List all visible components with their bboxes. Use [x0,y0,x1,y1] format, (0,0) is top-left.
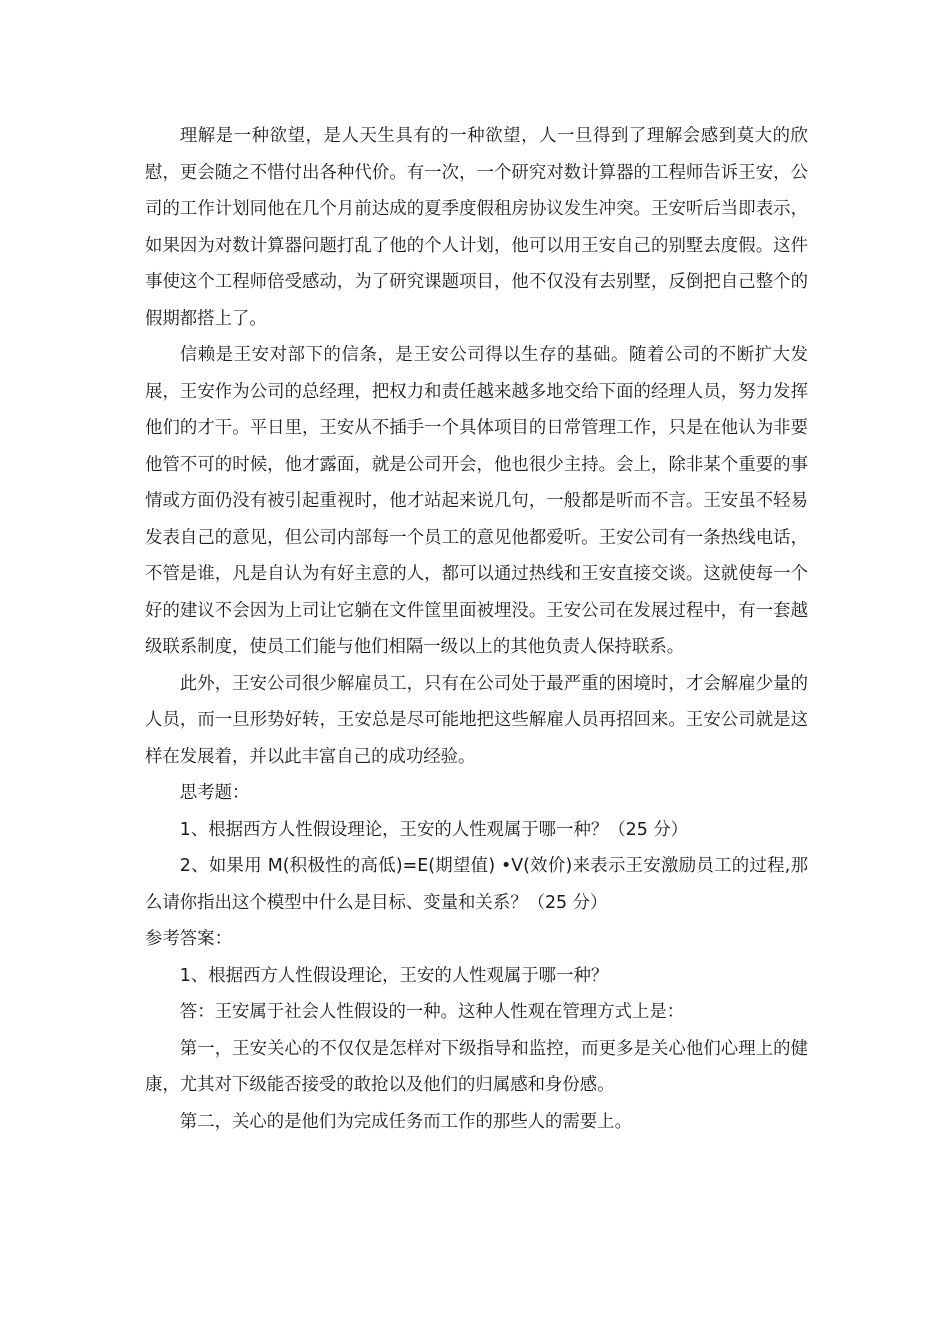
answer-1-question: 1、根据西方人性假设理论，王安的人性观属于哪一种？ [179,965,609,986]
paragraph-trust: 信赖是王安对部下的信条，是王安公司得以生存的基础。随着公司的不断扩大发展，王安作为公司的总经理，把权力和责任越来越多地交给下面的经理人员，努力发挥他们的才干。平日里，王安从不插手一个具体项目的日常管理工作，只是在他认为非要他管不可的时候，他才露面，就是公司开会，他也很少主持。会上，除非某个重要的事情或方面仍没有被引起重视时，他才站起来说几句，一般都是听而不言。王安虽不轻易发表自己的意见，但公司内部每一个员工的意见他都爱听。王安公司有一条热线电话，不管是谁，凡是自认为有好主意的人，都可以通过热线和王安直接交谈。这就使每一个好的建议不会因为上司让它躺在文件筐里面被埋没。王安公司在发展过程中，有一套越级联系制度，使员工们能与他们相隔一级以上的其他负责人保持联系。 [145,345,808,657]
answer-1-point-1: 第一，王安关心的不仅仅是怎样对下级指导和监控，而更多是关心他们心理上的健康，尤其对下级能否接受的敢抢以及他们的归属感和身份感。 [145,1038,808,1095]
heading-questions: 思考题： [179,783,250,803]
paragraph-understanding: 理解是一种欲望，是人天生具有的一种欲望，人一旦得到了理解会感到莫大的欣慰，更会随之不惜付出各种代价。有一次，一个研究对数计算器的工程师告诉王安，公司的工作计划同他在几个月前达成的夏季度假租房协议发生冲突。王安听后当即表示，如果因为对数计算器问题打乱了他的个人计划，他可以用王安自己的别墅去度假。这件事使这个工程师倍受感动，为了研究课题项目，他不仅没有去别墅，反倒把自己整个的假期都搭上了。 [145,126,808,329]
question-2: 2、如果用 M(积极性的高低)=E(期望值) •V(效价)来表示王安激励员工的过程,那么请你指出这个模型中什么是目标、变量和关系？（25 分） [145,856,808,913]
paragraph-layoffs: 此外，王安公司很少解雇员工，只有在公司处于最严重的困境时，才会解雇少量的人员，而一旦形势好转，王安总是尽可能地把这些解雇人员再招回来。王安公司就是这样在发展着，并以此丰富自己的成功经验。 [145,673,808,767]
question-1: 1、根据西方人性假设理论，王安的人性观属于哪一种？（25 分） [179,819,689,840]
answer-1-intro: 答：王安属于社会人性假设的一种。这种人性观在管理方式上是： [179,1002,685,1022]
document-body [145,118,808,1140]
answer-1-point-2: 第二，关心的是他们为完成任务而工作的那些人的需要上。 [179,1111,632,1132]
heading-answers: 参考答案： [145,929,232,949]
